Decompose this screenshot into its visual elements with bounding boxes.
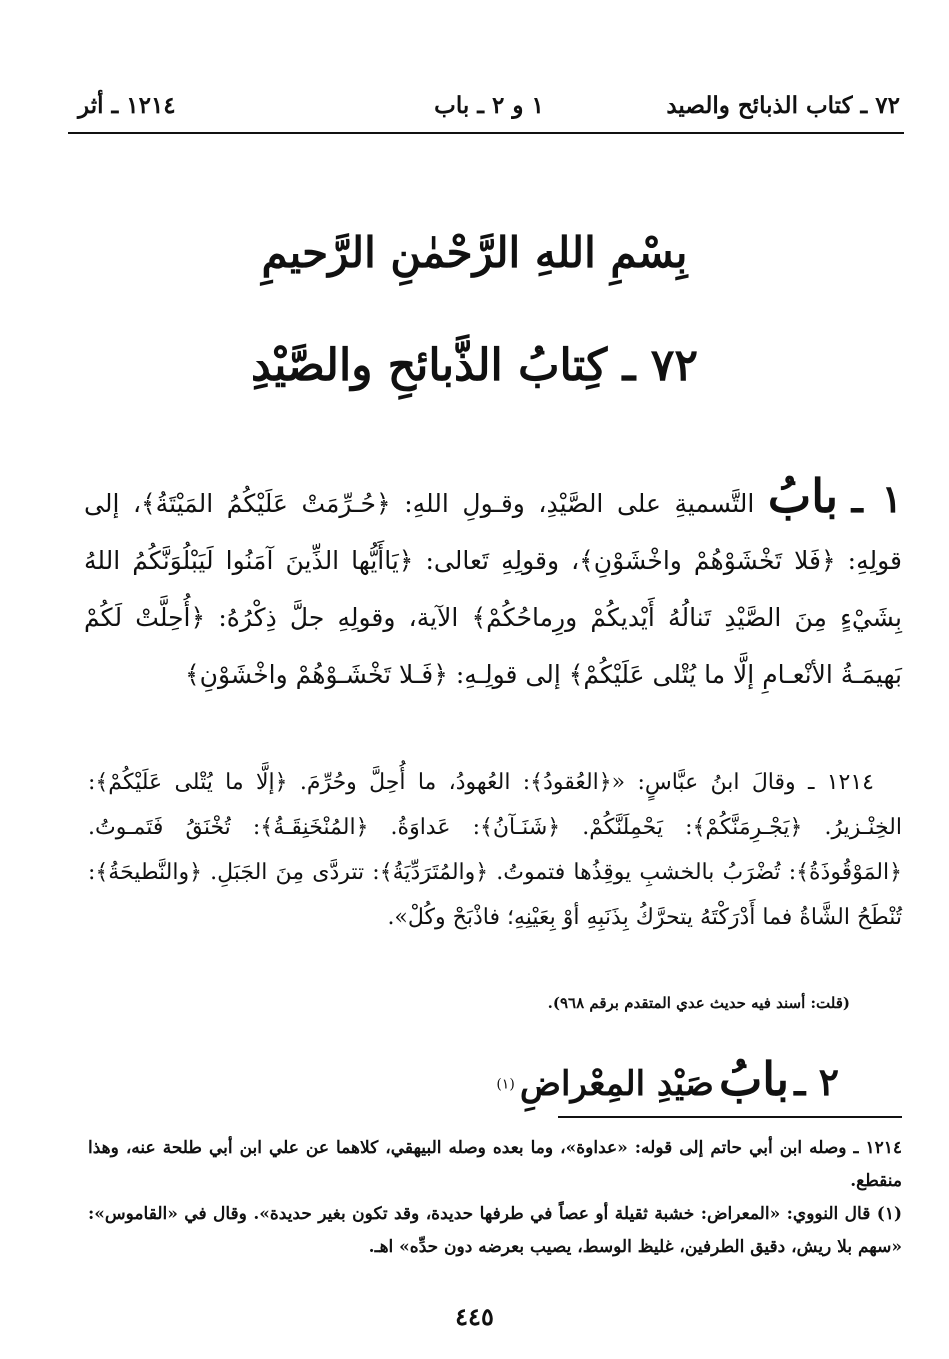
bab-2-word: بابُ	[718, 1052, 790, 1106]
footnote-ref: (١)	[496, 1076, 515, 1093]
bab-1-paragraph	[84, 468, 902, 703]
footnotes	[88, 1132, 902, 1264]
qult-note: (قلت: أسند فيه حديث عدي المتقدم برقم ٩٦٨).	[547, 994, 850, 1012]
bab-2-title: صَيْدِ المِعْراضِ	[519, 1064, 714, 1104]
athar-1214: ١٢١٤ ـ وقالَ ابنُ عبَّاسٍ: «﴿العُقودُ﴾: العُهودُ، ما أُحِلَّ وحُرِّمَ. ﴿إلَّا ما يُتْلى عَلَيْكُمْ﴾: الخِنْـزيرُ. ﴿يَجْـرِمَنَّكُمْ﴾: يَحْمِلَنَّكُمْ. ﴿شَنَـآنُ﴾: عَداوَةُ. ﴿المُنْخَنِقَـةُ﴾: تُخْنَقُ فَتَمـوتُ. ﴿المَوْقُوذَةُ﴾: تُضْرَبُ بالخشبِ يوقِذُها فتموتُ. ﴿والمُتَرَدِّيَةُ﴾: تتردَّى مِنَ الجَبَلِ. ﴿والنَّطيحَةُ﴾: تُنْطَحُ الشَّاةُ فما أَدْرَكْتَهُ يتحرَّكُ بِذَنَبِهِ أوْ بِعَيْنِهِ؛ فاذْبَحْ وكُلْ».	[88, 770, 902, 930]
running-head-book: ٧٢ ـ كتاب الذبائح والصيد	[666, 92, 900, 119]
bab-2-number: ٢ ـ	[794, 1059, 839, 1104]
running-head-chapters: ١ و ٢ ـ باب	[434, 92, 544, 119]
bab-1-text: التَّسميةِ على الصَّيْدِ، وقـولِ اللهِ: ﴿حُـرِّمَتْ عَلَيْكُمُ المَيْتَةُ﴾، إلى قولِهِ: ﴿فَلا تَخْشَوْهُمْ واخْشَوْنِ﴾، وقولِهِ تَعالى: ﴿يَاأَيُّها الذِّينَ آمَنُوا لَيَبْلُوَنَّكُمُ اللهُ بِشَيْءٍ مِنَ الصَّيْدِ تَنالُهُ أَيْديكُمْ ورِماحُكُمْ﴾ الآية، وقولِهِ جلَّ ذِكْرُهُ: ﴿أُحِلَّتْ لَكُمْ بَهيمَـةُ الأنْعـامِ إلَّا ما يُتْلى عَلَيْكُمْ﴾ إلى قولِـهِ: ﴿فَـلا تَخْشَـوْهُمْ واخْشَوْنِ﴾	[84, 489, 902, 689]
bab-2-heading	[496, 1052, 839, 1106]
bab-1-number: ١ ـ	[851, 476, 902, 521]
running-head-athar: ١٢١٤ ـ أثر	[78, 92, 176, 119]
page-number: ٤٤٥	[455, 1302, 494, 1331]
bab-1-word: بابُ	[767, 469, 839, 523]
basmala: بِسْمِ اللهِ الرَّحْمٰنِ الرَّحيمِ	[261, 228, 688, 277]
running-head	[78, 92, 900, 128]
header-rule	[68, 132, 904, 134]
footnote-1: (١) قال النووي: «المعراض: خشبة ثقيلة أو عصاً في طرفها حديدة، وقد تكون بغير حديدة». وقال في «القاموس»: «سهم بلا ريش، دقيق الطرفين، غليظ الوسط، يصيب بعرضه دون حدِّه» اهـ.	[88, 1204, 902, 1257]
book-title: ٧٢ ـ كِتابُ الذَّبائحِ والصَّيْدِ	[251, 340, 698, 391]
footnote-takhrij: ١٢١٤ ـ وصله ابن أبي حاتم إلى قوله: «عداوة»، وما بعده وصله البيهقي، كلاهما عن علي ابن أبي طلحة عنه، وهذا منقطع.	[88, 1138, 902, 1191]
footnote-rule	[558, 1116, 902, 1118]
